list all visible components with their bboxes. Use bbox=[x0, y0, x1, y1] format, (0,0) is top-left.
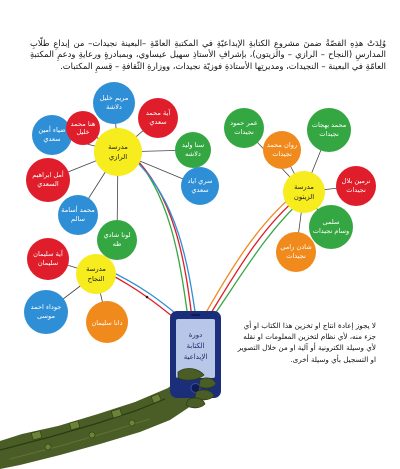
school-hub-zaytoun bbox=[283, 171, 325, 213]
student-name: أمل ابراهيم bbox=[32, 171, 64, 179]
student-name: موسى bbox=[37, 312, 55, 320]
student-bubble bbox=[138, 98, 178, 138]
student-name: سعدي bbox=[149, 118, 167, 126]
student-name: محمد أسامة bbox=[61, 206, 95, 214]
student-bubble bbox=[309, 205, 353, 249]
student-name: وسام نجيدات bbox=[312, 227, 350, 235]
student-bubble bbox=[58, 195, 98, 235]
school-name: مدرسة bbox=[294, 183, 314, 191]
student-name: ضياء أمين bbox=[38, 126, 66, 134]
tablet-title: دورة bbox=[188, 331, 203, 339]
student-name: جوداء احمد bbox=[30, 303, 62, 311]
student-name: سليمان bbox=[37, 259, 59, 267]
student-bubble bbox=[181, 167, 219, 205]
school-hub-razi bbox=[94, 128, 142, 176]
student-name: دلاشه bbox=[185, 150, 201, 158]
student-bubble bbox=[263, 131, 301, 169]
student-bubble bbox=[86, 301, 128, 343]
student-bubble bbox=[224, 108, 264, 148]
dot-mark bbox=[146, 296, 149, 299]
intro-paragraph: وُلِدَتْ هذِهِ القصّةُ ضمنَ مشروعِ الكتابةِ الإبداعيّةِ في المكتبةِ العامّةِ –البعينة نجيدات– من إبداعِ طلّابِ المدارسِ (النجاح – الرازي – والزيتون)، بإشرافِ الأستاذِ سهيل عيساوي، وبمبادرةٍ ورعايةِ ودعمِ المكتبةِ العامّةِ في البعينة – النجيدات، ومديرتِها الأستاذةِ فوزيّة نجيدات، ووزارةِ الثّقافةِ – قِسمِ المكتبات. bbox=[30, 38, 386, 71]
student-bubble bbox=[175, 132, 211, 168]
student-name: سري اياد bbox=[187, 177, 213, 185]
student-name: روان محمد bbox=[266, 141, 298, 149]
student-name: سعدي bbox=[191, 186, 209, 194]
student-name: خليل bbox=[76, 128, 90, 136]
student-bubble bbox=[32, 115, 72, 155]
copyright-notice: لا يجوز إعادة انتاج او تخزين هذا الكتاب او أي جزء منه، لأي نظام لتخزين المعلومات او نقله لأي وسيلة الكترونية أو آلية او من خلال التصوير او التسجيل بأي وسيلة أخرى. bbox=[237, 321, 376, 364]
student-name: نجيدات bbox=[234, 128, 254, 136]
student-name: آية سليمان bbox=[33, 250, 63, 258]
student-name: نرمين بلال bbox=[341, 177, 371, 185]
student-name: مريم خليل bbox=[99, 94, 129, 102]
student-name: دلاشة bbox=[106, 103, 122, 111]
school-name: مدرسة bbox=[108, 143, 128, 151]
student-bubble bbox=[307, 108, 351, 152]
student-name: عمر حمود bbox=[230, 119, 258, 127]
school-name: مدرسة bbox=[86, 265, 106, 273]
tablet-title: الإبداعية bbox=[183, 353, 208, 361]
student-bubble bbox=[66, 111, 100, 145]
student-name: شادن رامي bbox=[280, 243, 312, 251]
student-name: هنا محمد bbox=[70, 120, 96, 128]
school-name: الزيتون bbox=[293, 193, 315, 201]
student-name: دانا سليمان bbox=[91, 319, 123, 327]
student-name: لونا شادي bbox=[103, 231, 131, 239]
student-name: نجيدات bbox=[346, 186, 366, 194]
student-name: نجيدات bbox=[286, 252, 306, 260]
student-bubble bbox=[26, 158, 70, 202]
student-bubble bbox=[336, 166, 376, 206]
student-name: سلمى bbox=[322, 218, 340, 226]
student-name: سعدي bbox=[43, 135, 61, 143]
student-bubble bbox=[97, 220, 137, 260]
student-name: آية محمد bbox=[145, 109, 171, 117]
student-name: السعدي bbox=[37, 180, 59, 188]
student-name: محمد بهجات bbox=[311, 121, 347, 129]
student-name: سنا وليد bbox=[181, 141, 205, 149]
school-hub-najah bbox=[76, 254, 116, 294]
school-name: النجاح bbox=[87, 275, 105, 283]
school-name: الرازي bbox=[108, 153, 128, 161]
student-bubble bbox=[93, 82, 135, 124]
tablet-title: الكتابة bbox=[186, 342, 205, 350]
student-name: سالم bbox=[71, 215, 85, 223]
student-name: نجيدات bbox=[319, 130, 339, 138]
student-bubble bbox=[276, 232, 316, 272]
student-name: نجيدات bbox=[272, 150, 292, 158]
student-bubble bbox=[27, 238, 69, 280]
student-bubble bbox=[24, 290, 68, 334]
student-name: طه bbox=[112, 240, 122, 248]
